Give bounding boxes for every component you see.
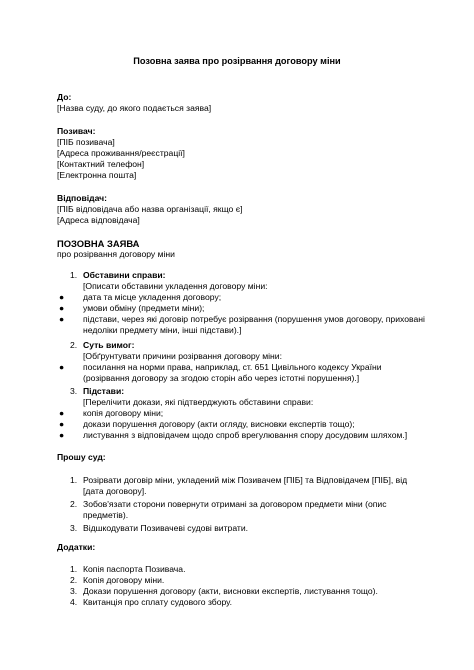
court-name: [Назва суду, до якого подається заява] bbox=[57, 103, 212, 113]
list-item: 1. Розірвати договір міни, укладений між Позивачем [ПІБ] та Відповідачем [ПІБ], від [дата договору]. bbox=[70, 475, 408, 496]
bullet-icon: ● bbox=[59, 430, 65, 440]
plaintiff-block bbox=[57, 126, 429, 181]
list-item: 3. Докази порушення договору (акти, висновки експертів, листування тощо). bbox=[70, 586, 378, 596]
section-title-row bbox=[57, 270, 429, 281]
section-circumstances bbox=[57, 270, 429, 336]
plaintiff-heading: Позивач: bbox=[57, 126, 96, 136]
list-item: ● посилання на норми права, наприклад, ст. 651 Цивільного кодексу України (розірвання договору за згодою сторін або через істотні порушення).] bbox=[59, 362, 382, 383]
document-title: Позовна заява про розірвання договору міни bbox=[133, 56, 341, 66]
court-block bbox=[57, 92, 429, 114]
section-text: [Описати обставини укладення договору міни: bbox=[83, 281, 268, 291]
section-title-row bbox=[57, 386, 429, 397]
bullet-icon: ● bbox=[59, 408, 65, 418]
bullet-icon: ● bbox=[59, 314, 65, 324]
defendant-heading: Відповідач: bbox=[57, 193, 108, 203]
list-item: ● листування з відповідачем щодо спроб врегулювання спору досудовим шляхом.] bbox=[59, 430, 408, 440]
plaintiff-email: [Електронна пошта] bbox=[57, 170, 137, 180]
list-item: ● дата та місце укладення договору; bbox=[59, 292, 222, 302]
request-heading: Прошу суд: bbox=[57, 452, 106, 462]
court-heading: До: bbox=[57, 92, 72, 102]
claim-block bbox=[57, 238, 429, 260]
section-title: Суть вимог: bbox=[83, 340, 135, 350]
request-block bbox=[57, 452, 429, 463]
list-item: 2. Копія договору міни. bbox=[70, 575, 165, 585]
bullet-icon: ● bbox=[59, 303, 65, 313]
defendant-block bbox=[57, 193, 429, 226]
bullet-icon: ● bbox=[59, 419, 65, 429]
list-item: 3. Відшкодувати Позивачеві судові витрати. bbox=[70, 523, 249, 533]
bullet-icon: ● bbox=[59, 292, 65, 302]
section-text: [Перелічити докази, які підтверджують обставини справи: bbox=[83, 397, 314, 407]
plaintiff-address: [Адреса проживання/реєстрації] bbox=[57, 148, 185, 158]
plaintiff-phone: [Контактний телефон] bbox=[57, 159, 145, 169]
list-item: ● докази порушення договору (акти огляду, висновки експертів тощо); bbox=[59, 419, 355, 429]
defendant-address: [Адреса відповідача] bbox=[57, 215, 140, 225]
section-number: 2. bbox=[70, 340, 78, 350]
list-item: 1. Копія паспорта Позивача. bbox=[70, 564, 186, 574]
attachments-heading: Додатки: bbox=[57, 542, 96, 552]
list-item: ● підстави, через які договір потребує розірвання (порушення умов договору, приховані недоліки предмету міни, інші підстави).] bbox=[59, 314, 425, 335]
claim-subheading: про розірвання договору міни bbox=[57, 249, 175, 259]
attachments-block bbox=[57, 542, 429, 553]
section-grounds bbox=[57, 386, 429, 441]
section-text: [Обґрунтувати причини розірвання договору міни: bbox=[83, 351, 282, 361]
section-number: 1. bbox=[70, 270, 78, 280]
attachments-list bbox=[57, 564, 429, 608]
section-title: Підстави: bbox=[83, 386, 125, 396]
section-number: 3. bbox=[70, 386, 78, 396]
plaintiff-name: [ПІБ позивача] bbox=[57, 137, 115, 147]
section-title: Обставини справи: bbox=[83, 270, 166, 280]
bullet-icon: ● bbox=[59, 362, 65, 372]
list-item: 2. Зобов'язати сторони повернути отримані за договором предмети міни (опис предметів). bbox=[70, 499, 387, 520]
section-claims bbox=[57, 340, 429, 384]
request-list bbox=[57, 475, 429, 534]
list-item: ● умови обміну (предмети міни); bbox=[59, 303, 205, 313]
claim-heading: ПОЗОВНА ЗАЯВА bbox=[57, 238, 140, 249]
list-item: ● копія договору міни; bbox=[59, 408, 164, 418]
section-title-row bbox=[57, 340, 429, 351]
defendant-name: [ПІБ відповідача або назва організації, якщо є] bbox=[57, 204, 243, 214]
list-item: 4. Квитанція про сплату судового збору. bbox=[70, 597, 232, 607]
